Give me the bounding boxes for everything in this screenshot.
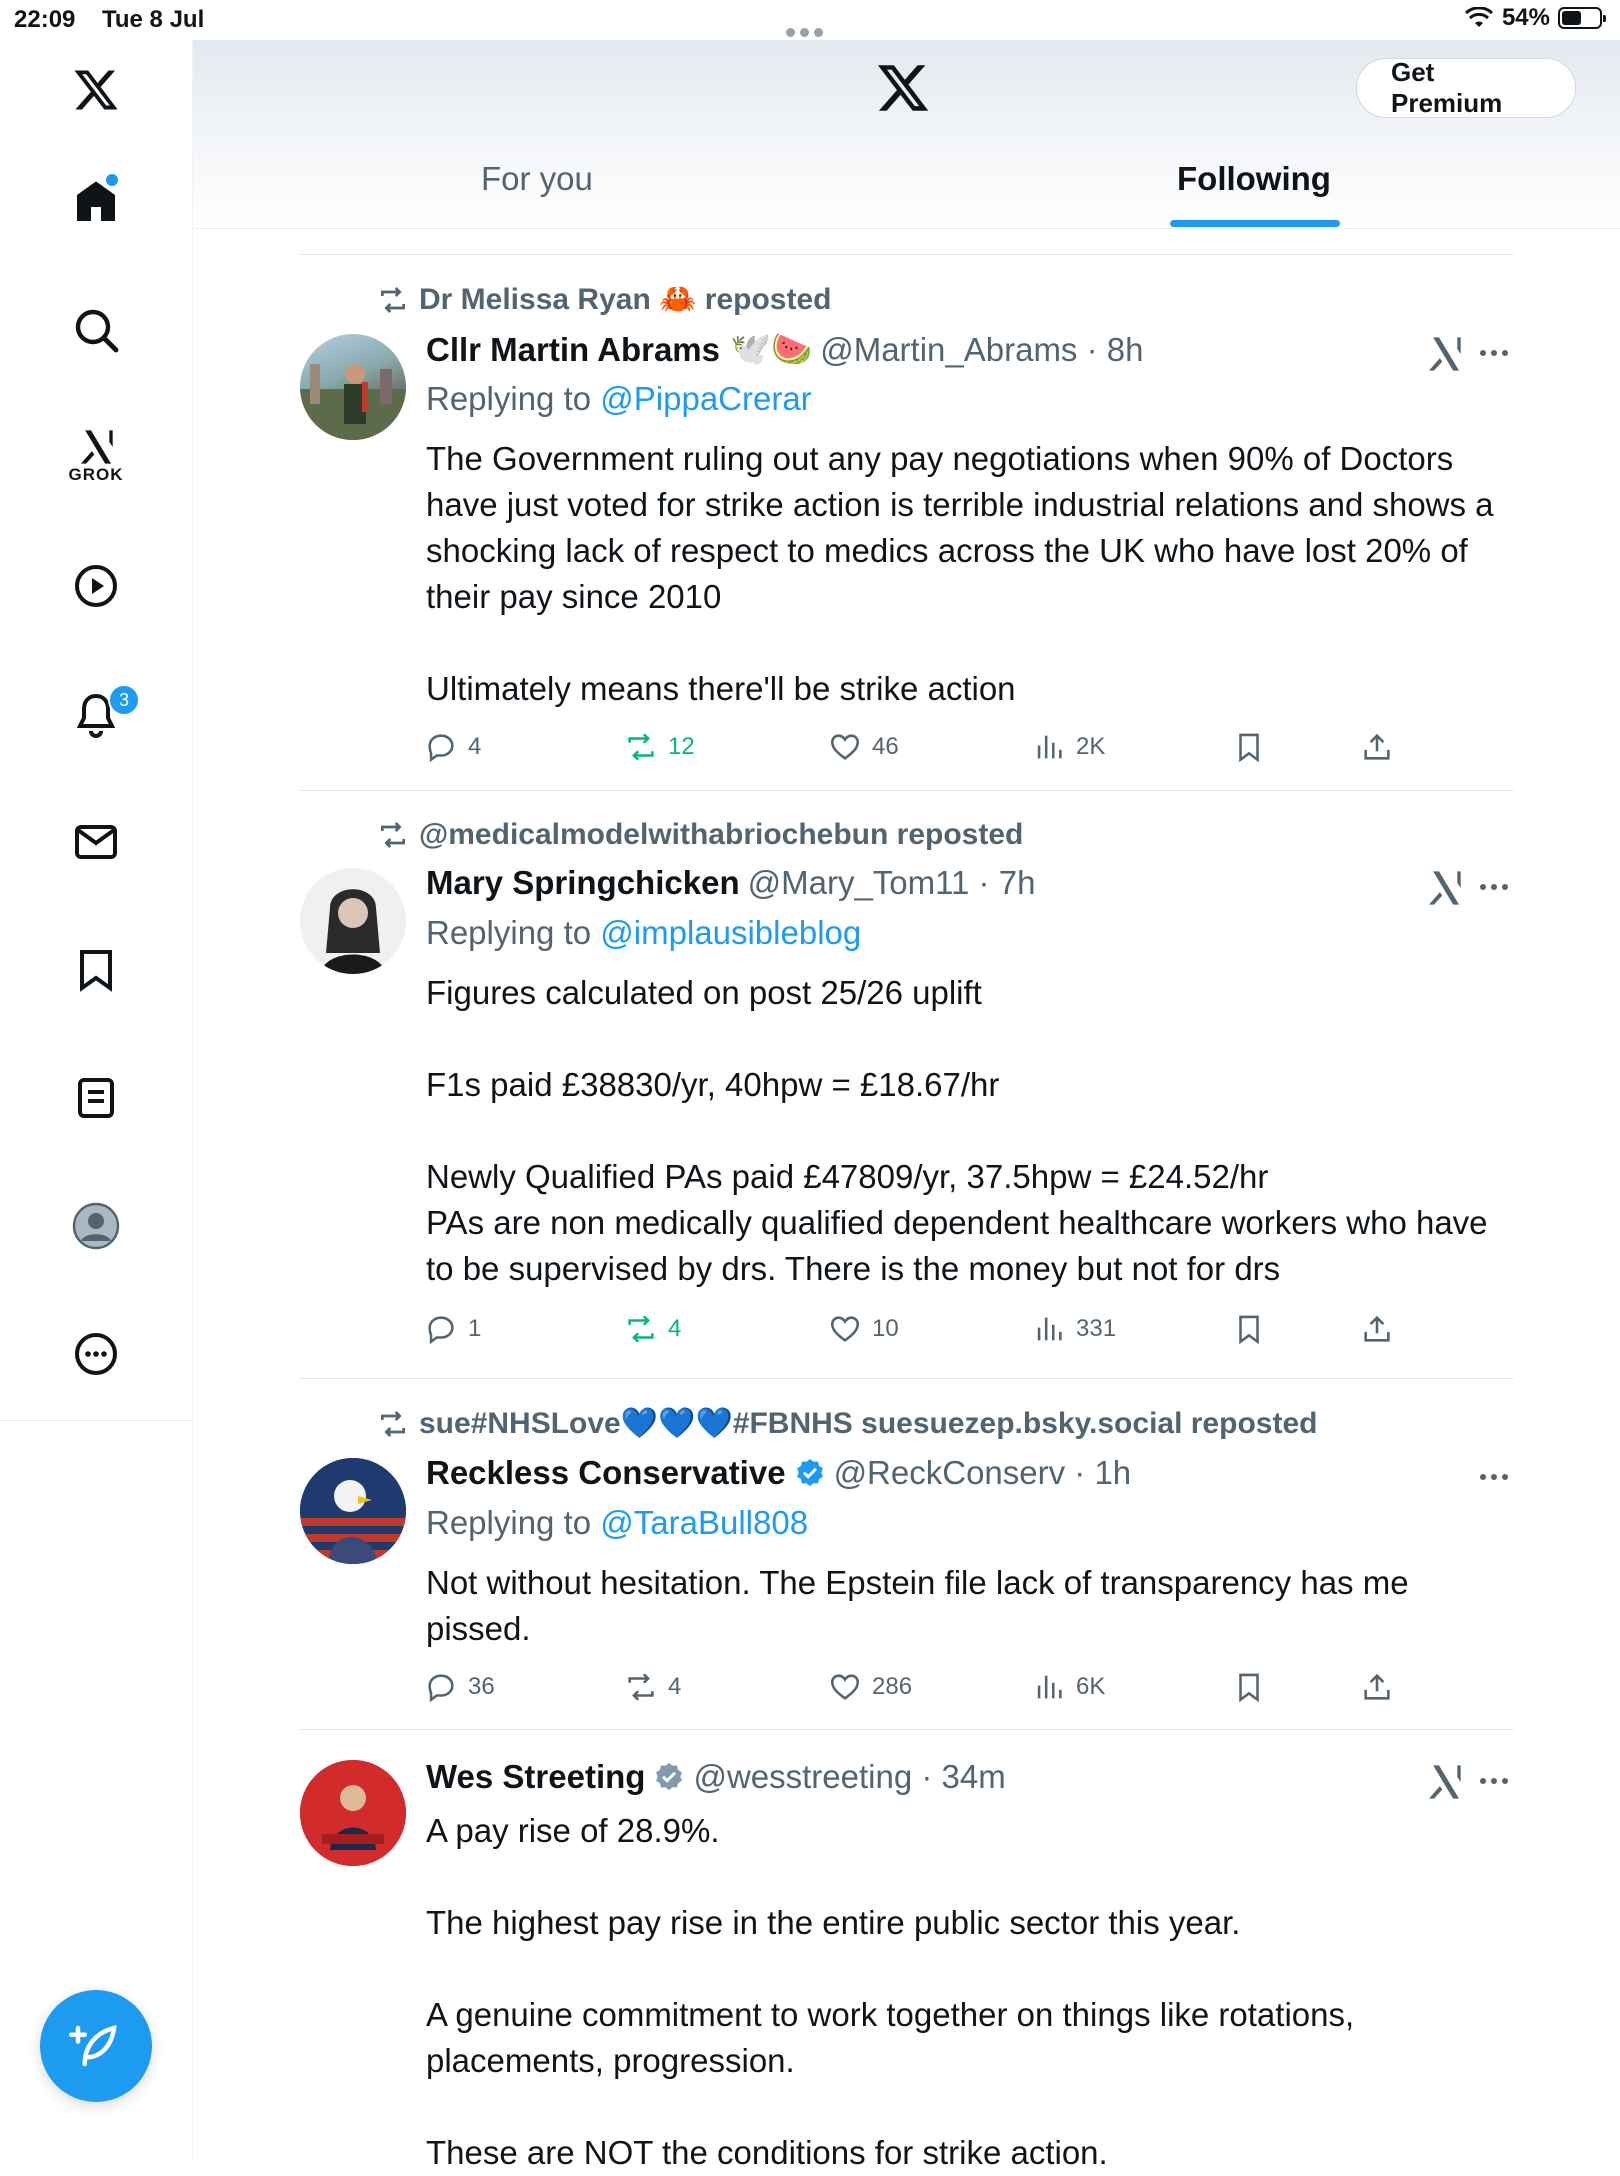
sidebar-item-home[interactable]	[48, 154, 144, 250]
bookmark-icon	[1232, 1670, 1266, 1704]
reply-icon	[424, 1670, 458, 1704]
repost-icon	[377, 284, 409, 316]
reply-count: 4	[468, 733, 482, 760]
tab-following[interactable]: Following	[1177, 160, 1331, 197]
get-premium-button[interactable]: Get Premium	[1356, 58, 1576, 118]
heart-icon	[828, 730, 862, 764]
post-actions	[424, 1670, 1524, 1710]
bookmark-button[interactable]	[1232, 1312, 1266, 1346]
verified-badge-icon	[794, 1457, 826, 1489]
reposted-by: Dr Melissa Ryan 🦀 reposted	[419, 283, 832, 316]
verified-badge-icon	[653, 1761, 685, 1793]
feed-divider	[300, 1378, 1514, 1379]
repost-count: 4	[668, 1315, 682, 1342]
repost-button[interactable]	[624, 1312, 681, 1346]
grok-explain-icon[interactable]	[1424, 1762, 1464, 1802]
reply-icon	[424, 730, 458, 764]
compose-icon	[69, 2019, 123, 2073]
grok-label: GROK	[68, 465, 124, 484]
post-text: Not without hesitation. The Epstein file lack of transparency has me pissed.	[426, 1564, 1418, 1647]
bookmark-icon	[1232, 730, 1266, 764]
share-button[interactable]	[1360, 1312, 1394, 1346]
replying-to-label: Replying to	[426, 380, 601, 417]
more-options-icon[interactable]	[1480, 1775, 1514, 1787]
more-options-icon[interactable]	[1480, 1471, 1514, 1483]
view-count: 6K	[1076, 1673, 1106, 1700]
repost-count: 12	[668, 733, 695, 760]
reposted-by: @medicalmodelwithabriochebun reposted	[419, 818, 1024, 851]
name-emoji: 🕊️🍉	[730, 330, 813, 367]
replying-to-mention[interactable]: @implausibleblog	[600, 914, 862, 951]
like-count: 46	[872, 733, 899, 760]
compose-button[interactable]	[40, 1990, 152, 2102]
battery-percent: 54%	[1501, 4, 1550, 31]
sidebar-item-notifications[interactable]	[48, 666, 144, 762]
more-options-icon[interactable]	[1480, 881, 1514, 893]
battery-icon	[1558, 7, 1602, 29]
share-button[interactable]	[1360, 730, 1394, 764]
avatar[interactable]	[300, 1458, 406, 1564]
avatar[interactable]	[300, 334, 406, 440]
x-logo-icon[interactable]	[875, 60, 931, 116]
sidebar-item-bookmarks[interactable]	[48, 922, 144, 1018]
reply-count: 36	[468, 1673, 495, 1700]
view-count: 331	[1076, 1315, 1117, 1342]
bookmarks-icon	[72, 946, 120, 994]
share-icon	[1360, 730, 1394, 764]
repost-button[interactable]	[624, 730, 695, 764]
views-icon	[1032, 1670, 1066, 1704]
grok-explain-icon[interactable]	[1424, 334, 1464, 374]
sidebar-item-explore[interactable]	[48, 282, 144, 378]
replying-to-mention[interactable]: @PippaCrerar	[600, 380, 812, 417]
author-name[interactable]: Wes Streeting	[426, 1758, 646, 1795]
views-button[interactable]	[1032, 730, 1105, 764]
bookmark-icon	[1232, 1312, 1266, 1346]
replying-to-label: Replying to	[426, 1504, 601, 1541]
sidebar-item-messages[interactable]	[48, 794, 144, 890]
more-options-icon[interactable]	[1480, 347, 1514, 359]
wifi-icon	[1464, 7, 1494, 29]
repost-icon	[377, 1408, 409, 1440]
video-icon	[72, 562, 120, 610]
repost-icon	[624, 1312, 658, 1346]
replying-to-label: Replying to	[426, 914, 601, 951]
reply-button[interactable]	[424, 1312, 481, 1346]
profile-icon	[72, 1202, 120, 1250]
like-count: 286	[872, 1673, 913, 1700]
repost-indicator	[377, 818, 1023, 852]
more-icon	[72, 1330, 120, 1378]
reply-button[interactable]	[424, 730, 481, 764]
repost-indicator	[377, 282, 832, 317]
feed-divider	[300, 790, 1514, 791]
repost-button[interactable]	[624, 1670, 681, 1704]
tab-for-you[interactable]: For you	[481, 160, 593, 197]
sidebar-item-more[interactable]	[48, 1306, 144, 1402]
feed-divider	[300, 254, 1514, 255]
bookmark-button[interactable]	[1232, 730, 1266, 764]
share-icon	[1360, 1312, 1394, 1346]
sidebar-item-grok[interactable]	[48, 408, 144, 504]
avatar[interactable]	[300, 868, 406, 974]
like-count: 10	[872, 1315, 899, 1342]
reply-count: 1	[468, 1315, 482, 1342]
search-icon	[72, 306, 120, 354]
heart-icon	[828, 1670, 862, 1704]
author-handle[interactable]: @Martin_Abrams · 8h	[820, 330, 1144, 368]
timeline-header	[193, 40, 1620, 229]
share-icon	[1360, 1670, 1394, 1704]
repost-count: 4	[668, 1673, 682, 1700]
status-bar	[0, 0, 1620, 40]
share-button[interactable]	[1360, 1670, 1394, 1704]
lists-icon	[72, 1074, 120, 1122]
like-button[interactable]	[828, 1312, 899, 1346]
repost-indicator	[377, 1406, 1317, 1441]
sidebar-nav	[0, 40, 193, 2160]
reply-icon	[424, 1312, 458, 1346]
author-handle[interactable]: @wesstreeting · 34m	[693, 1758, 1006, 1795]
author-handle[interactable]: @Mary_Tom11 · 7h	[747, 864, 1036, 901]
post-actions	[424, 1312, 1524, 1352]
grok-icon	[73, 427, 119, 467]
repost-icon	[624, 1670, 658, 1704]
post-text: Figures calculated on post 25/26 uplift F1s paid £38830/yr, 40hpw = £18.67/hr Newly Qualified PAs paid £47809/yr, 37.5hpw = £24.52/hr PAs are non medically qualified dependent healthcare workers who have to be supervised by drs. There is the money but not for drs	[426, 974, 1488, 1287]
notifications-badge: 3	[108, 684, 140, 716]
post-text: A pay rise of 28.9%. The highest pay rise in the entire public sector this year. A genuine commitment to work together on things like rotations, placements, progression. These are NOT the conditions for strike action.	[426, 1812, 1355, 2171]
new-posts-dot	[106, 174, 118, 186]
sidebar-item-x-logo[interactable]	[48, 42, 144, 138]
heart-icon	[828, 1312, 862, 1346]
post-text: The Government ruling out any pay negotiations when 90% of Doctors have just voted for strike action is terrible industrial relations and shows a shocking lack of respect to medics across the UK who have lost 20% of their pay since 2010 Ultimately means there'll be strike action	[426, 440, 1494, 707]
bookmark-button[interactable]	[1232, 1670, 1266, 1704]
views-icon	[1032, 1312, 1066, 1346]
views-button[interactable]	[1032, 1312, 1116, 1346]
x-logo-icon	[72, 66, 120, 114]
reply-button[interactable]	[424, 1670, 495, 1704]
sidebar-divider	[0, 1420, 192, 1421]
status-time: 22:09	[14, 6, 76, 33]
status-date: Tue 8 Jul	[102, 6, 205, 33]
sidebar-item-video[interactable]	[48, 538, 144, 634]
views-icon	[1032, 730, 1066, 764]
author-name[interactable]: Cllr Martin Abrams	[426, 330, 721, 368]
author-name[interactable]: Reckless Conservative	[426, 1454, 786, 1491]
sidebar-item-profile[interactable]	[48, 1178, 144, 1274]
like-button[interactable]	[828, 730, 899, 764]
feed-divider	[300, 1729, 1514, 1730]
view-count: 2K	[1076, 733, 1106, 760]
repost-icon	[624, 730, 658, 764]
messages-icon	[72, 818, 120, 866]
active-tab-indicator	[1170, 220, 1340, 227]
reposted-by: sue#NHSLove💙💙💙#FBNHS suesuezep.bsky.social reposted	[419, 1407, 1318, 1440]
sidebar-item-lists[interactable]	[48, 1050, 144, 1146]
avatar[interactable]	[300, 1760, 406, 1866]
grok-explain-icon[interactable]	[1424, 868, 1464, 908]
post-actions	[424, 730, 1524, 770]
views-button[interactable]	[1032, 1670, 1105, 1704]
like-button[interactable]	[828, 1670, 912, 1704]
author-name[interactable]: Mary Springchicken	[426, 864, 740, 901]
author-handle[interactable]: @ReckConserv · 1h	[833, 1454, 1132, 1491]
repost-icon	[377, 819, 409, 851]
replying-to-mention[interactable]: @TaraBull808	[600, 1504, 809, 1541]
